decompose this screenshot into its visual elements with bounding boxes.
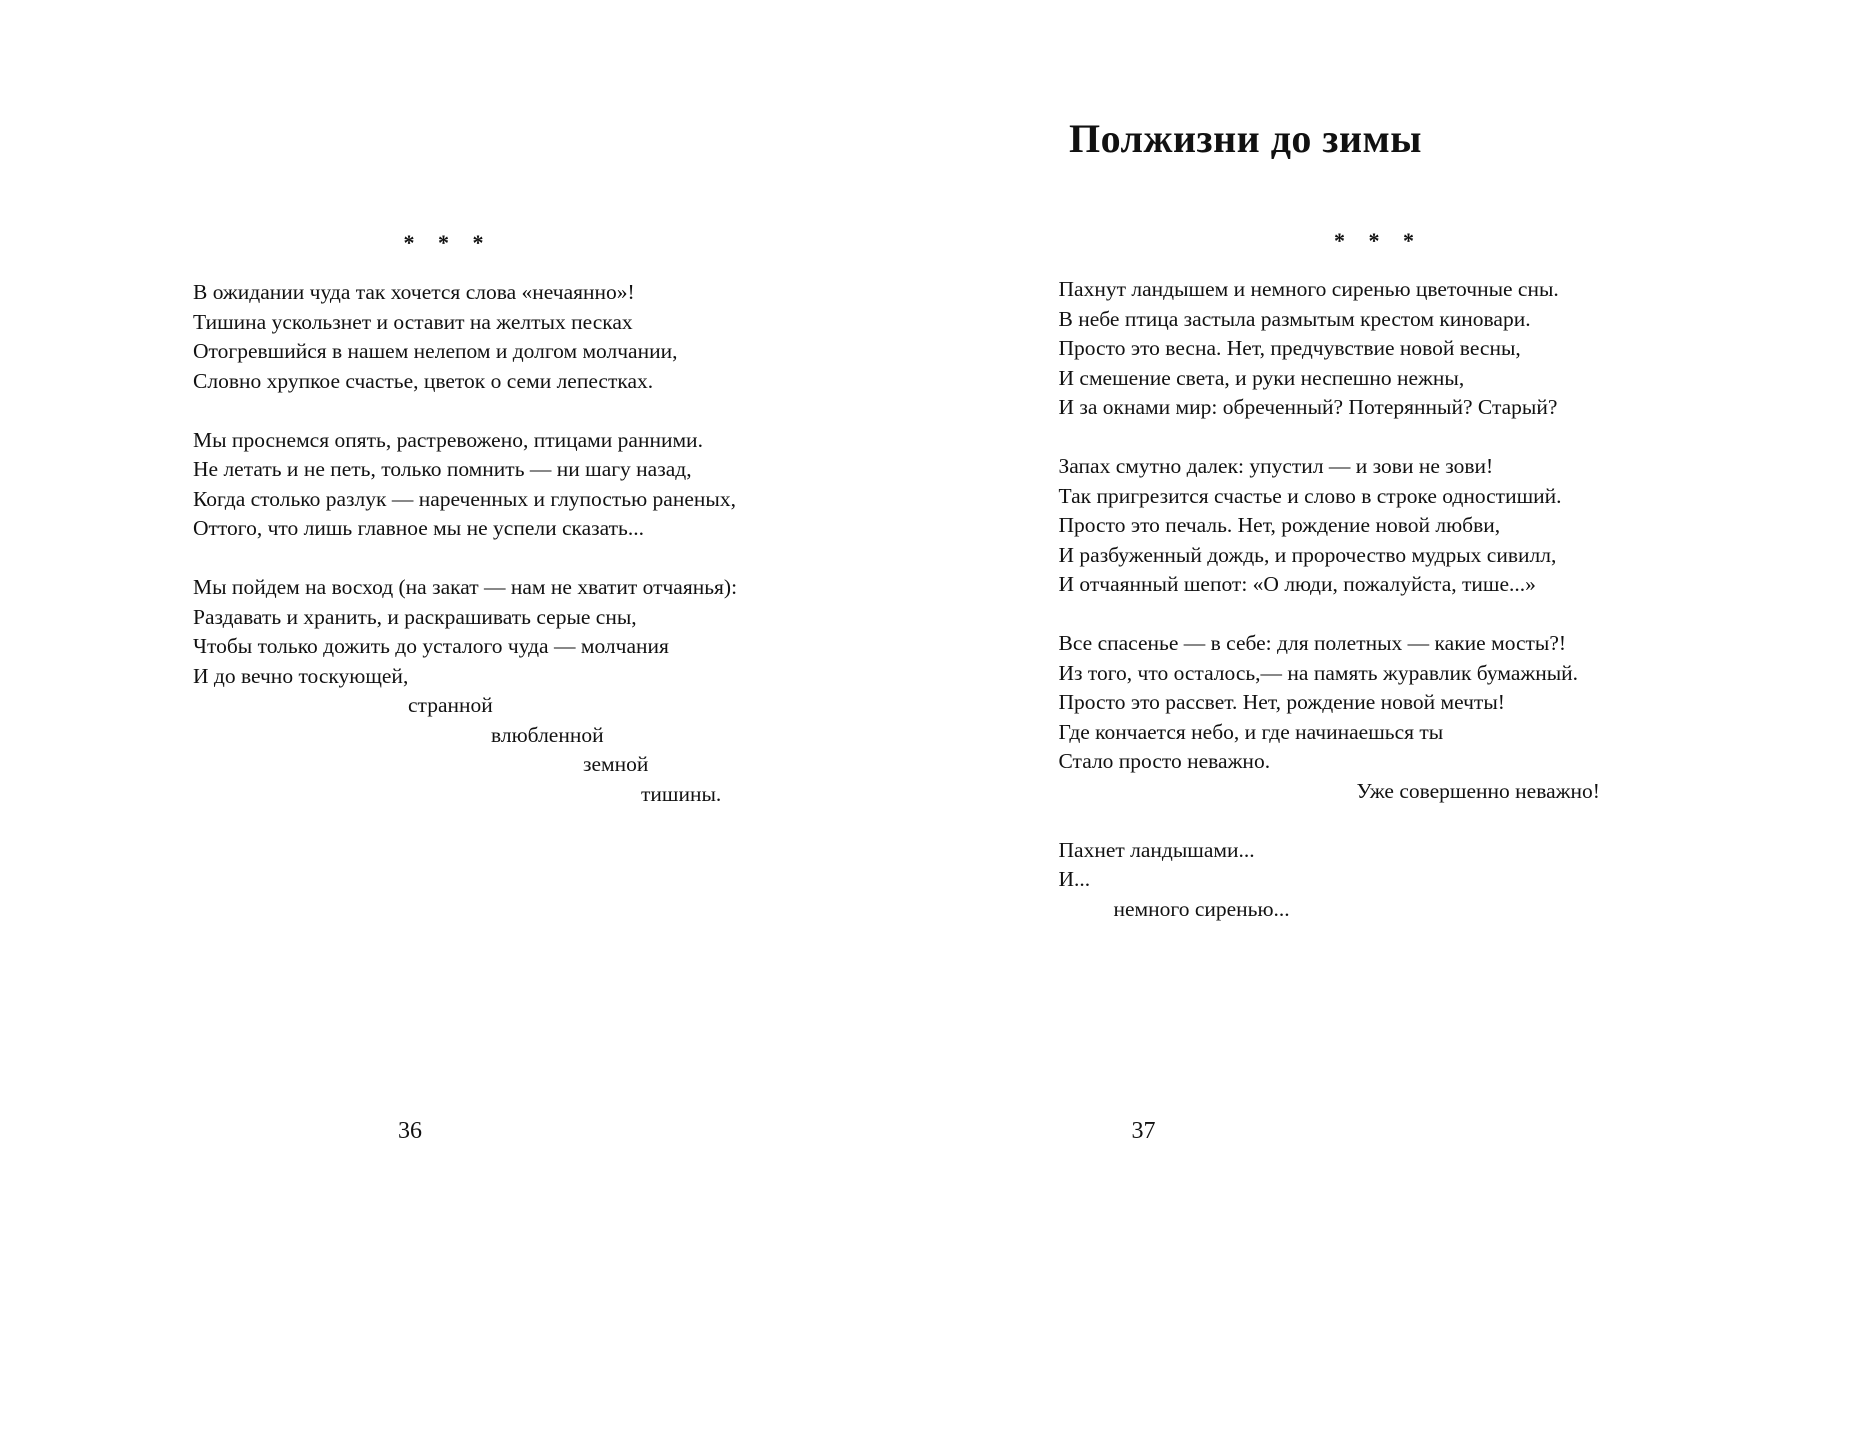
poem-line: И до вечно тоскующей, — [193, 663, 409, 688]
poem-line: И отчаянный шепот: «О люди, пожалуйста, тише...» — [1058, 572, 1536, 596]
poem-line: Уже совершенно неважно! — [1356, 778, 1600, 803]
poem-line: И за окнами мир: обреченный? Потерянный? Старый? — [1058, 395, 1558, 419]
poem-line: Не летать и не петь, только помнить — ни шагу назад, — [193, 457, 692, 481]
poem-line: Мы пойдем на восход (на закат — нам не хватит отчаянья): — [193, 575, 738, 599]
poem-stanza — [1059, 836, 1600, 925]
poem-stanza — [1059, 629, 1600, 806]
poem-stanza — [193, 278, 737, 396]
poem-right — [1059, 275, 1600, 954]
poem-line: Просто это рассвет. Нет, рождение новой мечты! — [1058, 690, 1505, 714]
poem-line: Запах смутно далек: упустил — и зови не зови! — [1058, 454, 1494, 478]
poem-line: И... — [1058, 867, 1091, 891]
poem-line: В ожидании чуда так хочется слова «нечаянно»! — [193, 280, 635, 304]
poem-line: Пахнут ландышем и немного сиренью цветочные сны. — [1058, 277, 1559, 301]
poem-line: Все спасенье — в себе: для полетных — какие мосты?! — [1058, 631, 1567, 655]
page-number: 36 — [398, 1118, 422, 1144]
poem-line: Из того, что осталось,— на память журавлик бумажный. — [1058, 660, 1579, 685]
poem-line: земной — [583, 752, 649, 776]
poem-stanza — [193, 573, 737, 809]
poem-stanza — [1059, 452, 1600, 600]
poem-line: В небе птица застыла размытым крестом киновари. — [1058, 306, 1531, 331]
section-title: Полжизни до зимы — [1068, 116, 1423, 161]
poem-line: тишины. — [641, 781, 722, 806]
poem-line: Стало просто неважно. — [1058, 749, 1271, 773]
poem-line: Оттого, что лишь главное мы не успели сказать... — [193, 516, 644, 540]
poem-line: Пахнет ландышами... — [1058, 837, 1255, 862]
section-separator: * * * — [403, 230, 493, 255]
poem-line: И разбуженный дождь, и пророчество мудрых сивилл, — [1058, 542, 1557, 567]
poem-line: влюбленной — [491, 722, 604, 747]
poem-line: И смешение света, и руки неспешно нежны, — [1058, 365, 1465, 390]
poem-stanza — [1059, 275, 1600, 423]
poem-line: Где кончается небо, и где начинаешься ты — [1058, 719, 1444, 744]
poem-line: Чтобы только дожить до усталого чуда — молчания — [193, 634, 669, 658]
poem-line: Тишина ускользнет и оставит на желтых песках — [193, 309, 633, 334]
poem-line: Словно хрупкое счастье, цветок о семи лепестках. — [193, 368, 654, 393]
poem-line: Так пригрезится счастье и слово в строке одностиший. — [1058, 483, 1562, 508]
poem-line: Просто это весна. Нет, предчувствие новой весны, — [1058, 336, 1521, 360]
section-separator: * * * — [1334, 228, 1423, 253]
page-right — [936, 0, 1871, 1455]
poem-line: Раздавать и хранить, и раскрашивать серые сны, — [193, 604, 637, 629]
poem-line: странной — [408, 693, 493, 717]
poem-left — [193, 278, 737, 839]
poem-stanza — [193, 426, 737, 544]
poem-line: Отогревшийся в нашем нелепом и долгом молчании, — [193, 339, 678, 363]
poem-line: Мы проснемся опять, растревожено, птицами ранними. — [193, 427, 703, 452]
poem-line: немного сиренью... — [1113, 896, 1290, 921]
poem-line: Когда столько разлук — нареченных и глупостью раненых, — [193, 486, 736, 511]
page-number: 37 — [1131, 1118, 1156, 1144]
poem-line: Просто это печаль. Нет, рождение новой любви, — [1058, 513, 1501, 537]
